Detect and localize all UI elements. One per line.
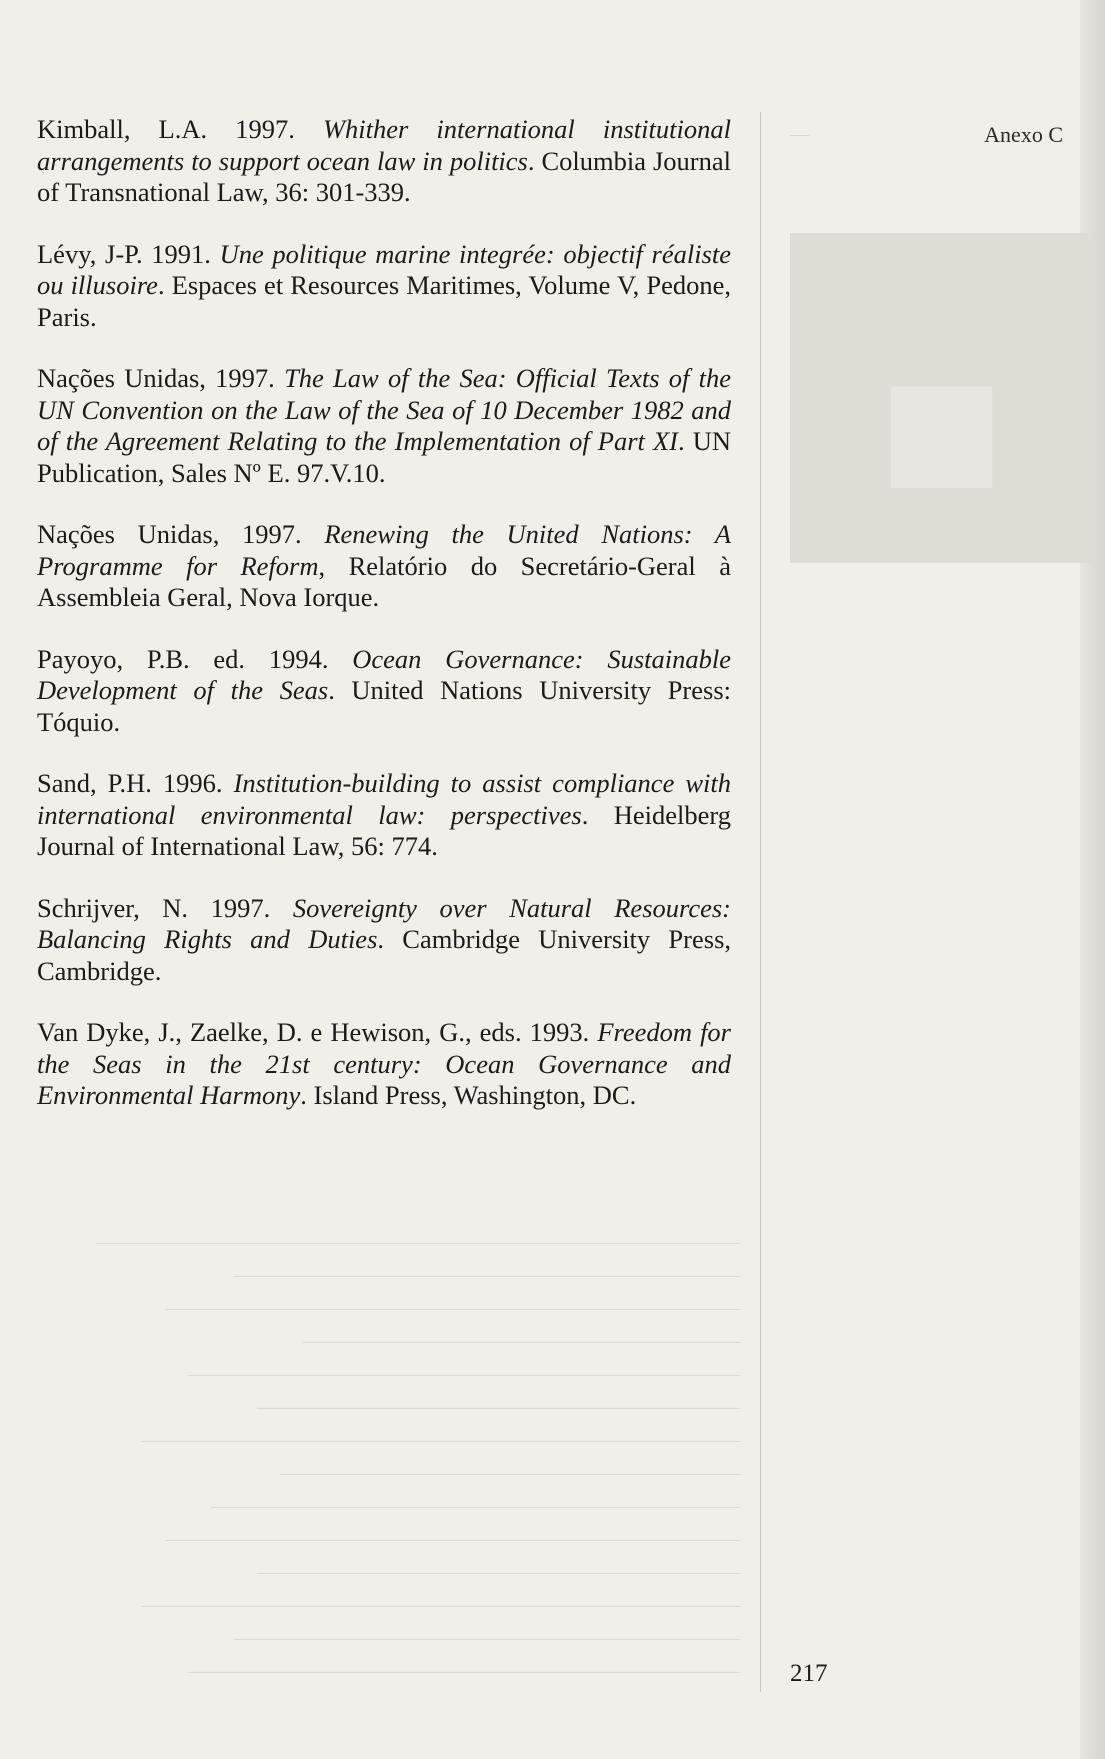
reference-authors: Lévy, J-P. 1991. [37,238,220,269]
reference-source: , Relatório do Secretário-Geral à Assembleia Geral, Nova Iorque. [37,550,731,612]
reference-title: Institution-building to assist compliance with international environmental law: perspectives [37,768,731,830]
reference-list [37,114,731,1142]
reference-title: Ocean Governance: Sustainable Development of the Seas [37,643,731,705]
reference-authors: Sand, P.H. 1996. [37,768,234,798]
reference-entry [37,1017,731,1112]
reference-entry [37,893,731,988]
reference-authors: Nações Unidas, 1997. [37,519,325,549]
reference-title: Sovereignty over Natural Resources: Balancing Rights and Duties [37,892,731,954]
running-head: Anexo C [984,122,1063,147]
reference-authors: Nações Unidas, 1997. [37,363,285,393]
reference-entry [37,239,731,334]
reference-entry [37,644,731,739]
reference-source: . Columbia Journal of Transnational Law, 36: 301-339. [37,145,731,207]
reference-title: Renewing the United Nations: A Programme for Reform [37,519,732,581]
reference-source: . Cambridge University Press, Cambridge. [37,924,732,986]
column-divider [760,112,761,1692]
page-number: 217 [790,1660,828,1687]
reference-authors: Payoyo, P.B. ed. 1994. [37,643,353,674]
reference-entry [37,363,731,489]
reference-entry [37,114,731,209]
reference-title: The Law of the Sea: Official Texts of the UN Convention on the Law of the Sea of 10 December 1982 and of the Agreement Relating to the Implementation of Part XI [37,363,731,456]
reference-authors: Van Dyke, J., Zaelke, D. e Hewison, G., eds. 1993. [37,1017,598,1047]
show-through-text: ———————————————————————————— —————————————————————— ————————————————————————— ——————————————————— ———————————————————————— ————————————————————— —————————————————————————— ———————————————————— ——————————————————————— ————————————————————————— ————————————————————— —————————————————————————— —————————————————————— ———————————————————————— [96,1229,740,1683]
reference-title: Une politique marine integrée: objectif réaliste ou illusoire [37,238,732,300]
show-through-letter: ■ [878,314,1005,546]
reference-source: . Heidelberg Journal of International Law, 56: 774. [37,799,731,861]
reference-authors: Kimball, L.A. 1997. [37,114,323,144]
reference-authors: Schrijver, N. 1997. [37,892,293,923]
reference-entry [37,768,731,863]
reference-title: Freedom for the Seas in the 21st century: Ocean Governance and Environmental Harmony [37,1017,731,1110]
reference-source: . Island Press, Washington, DC. [300,1080,637,1110]
reference-title: Whither international institutional arrangements to support ocean law in politics [37,114,731,176]
reference-entry [37,519,731,614]
reference-source: . UN Publication, Sales Nº E. 97.V.10. [37,426,731,488]
reference-source: . Espaces et Resources Maritimes, Volume V, Pedone, Paris. [37,270,732,332]
reference-source: . United Nations University Press: Tóquio. [37,675,731,737]
show-through-runhead: — [790,124,809,145]
